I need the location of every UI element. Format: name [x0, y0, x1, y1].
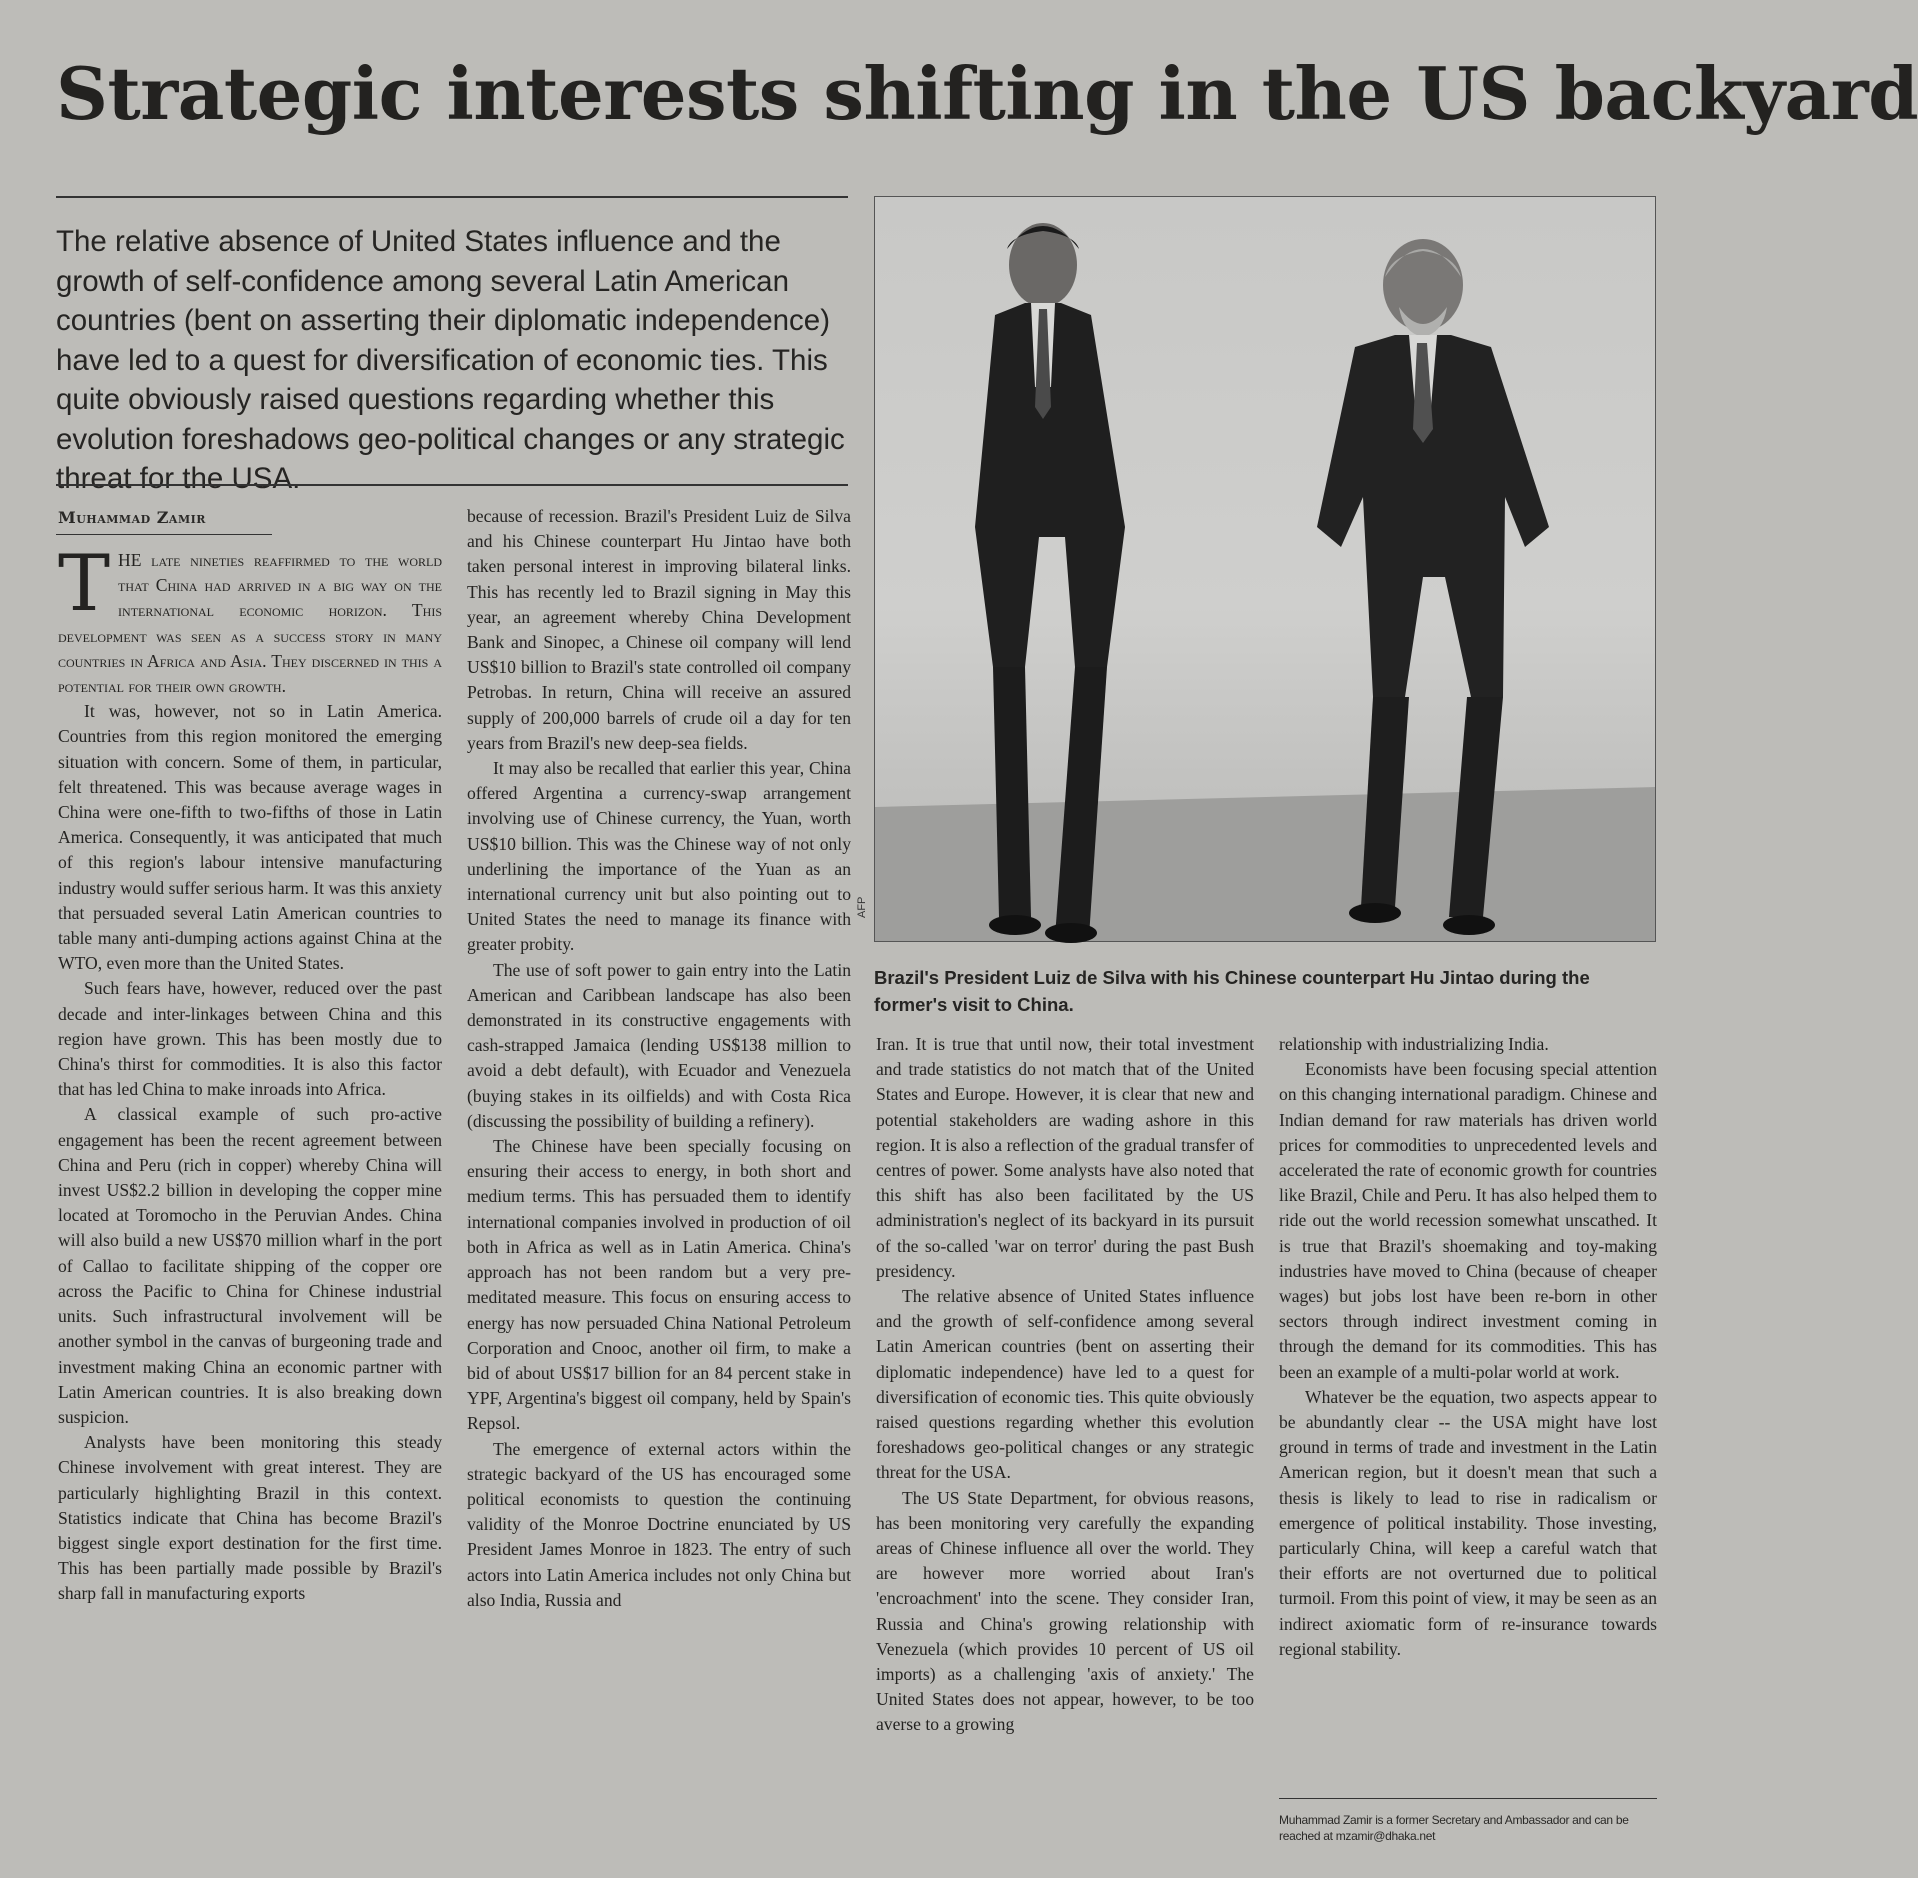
column-4 — [1279, 1032, 1657, 1662]
left-figure-shoe-right — [1045, 923, 1097, 943]
right-figure-head — [1383, 239, 1463, 331]
col1-text-1: HE late nineties reaffirmed to the world that China had arrived in a big way on the international economic horizon. This development was seen as a success story in many countries in Africa and Asia. They discerned in this a potential for their own growth. — [58, 550, 442, 697]
col2-para-1: because of recession. Brazil's President Luiz de Silva and his Chinese counterpart Hu Jintao have both taken personal interest in improving bilateral links. This has recently led to Brazil signing in May this year, an agreement whereby China Development Bank and Sinopec, a Chinese oil company will lend US$10 billion to Brazil's state controlled oil company Petrobas. In return, China will receive an assured supply of 200,000 barrels of crude oil a day for ten years from Brazil's new deep-sea fields. — [467, 506, 851, 753]
col1-para-5: Analysts have been monitoring this steady Chinese involvement with great interest. They are particularly highlighting Brazil in this context. Statistics indicate that China has become Brazil's biggest single export destination for the first time. This has been partially made possible by Brazil's sharp fall in manufacturing exports — [58, 1432, 442, 1604]
col4-para-1: relationship with industrializing India. — [1279, 1034, 1549, 1054]
photo-credit: AFP — [856, 896, 868, 918]
byline: Muhammad Zamir — [58, 508, 206, 527]
right-figure-shoe-left — [1349, 903, 1401, 923]
photo-illustration — [875, 197, 1655, 941]
deck: The relative absence of United States influence and the growth of self-confidence among several Latin American countries (bent on asserting their diplomatic independence) have led to a quest for diversification of economic ties. This quite obviously raised questions regarding whether this evolution foreshadows geo-political changes or any strategic threat for the USA. — [56, 225, 845, 495]
left-figure-shoe-left — [989, 915, 1041, 935]
col2-para-2: It may also be recalled that earlier this year, China offered Argentina a currency-swap arrangement involving use of Chinese currency, the Yuan, worth US$10 billion. This was the Chinese way of not only underlining the importance of the Yuan as an international currency unit but also pointing out to United States the need to manage its finance with greater probity. — [467, 758, 851, 955]
bio-rule — [1279, 1798, 1657, 1799]
left-figure-leg-left — [993, 667, 1031, 917]
headline: Strategic interests shifting in the US backyard — [56, 51, 1918, 136]
col4-para-3: Whatever be the equation, two aspects appear to be abundantly clear -- the USA might have lost ground in terms of trade and investment in the Latin American region, but it doesn't mean that such a thesis is likely to lead to rise in radicalism or emergence of political instability. Those investing, particularly China, will keep a careful watch that their efforts are not overturned due to political turmoil. From this point of view, it may be seen as an indirect axiomatic form of re-insurance towards regional stability. — [1279, 1386, 1657, 1659]
col4-para-2: Economists have been focusing special attention on this changing international paradigm. Chinese and Indian demand for raw materials has driven world prices for commodities to unprecedented levels and accelerated the rate of economic growth for countries like Brazil, Chile and Peru. It has also helped them to ride out the world recession somewhat unscathed. It is true that Brazil's shoemaking and toy-making industries have moved to China (because of cheaper wages) but jobs lost have been re-born in other sectors through indirect investment coming in through the demand for its commodities. This has been an example of a multi-polar world at work. — [1279, 1059, 1657, 1382]
byline-rule — [56, 534, 272, 535]
column-3 — [876, 1032, 1254, 1738]
column-2 — [467, 504, 851, 1613]
col1-para-2: It was, however, not so in Latin America. Countries from this region monitored the emerging situation with concern. Some of them, in particular, felt threatened. This was because average wages in China were one-fifth to two-fifths of those in Latin America. Consequently, it was anticipated that much of this region's labour intensive manufacturing industry would suffer serious harm. It was this anxiety that persuaded several Latin American countries to table many anti-dumping actions against China at the WTO, even more than the United States. — [58, 701, 442, 974]
col2-para-4: The Chinese have been specially focusing on ensuring their access to energy, in both short and medium terms. This has persuaded them to identify international companies involved in production of oil both in Africa as well as in Latin America. China's approach has not been random but a very pre-meditated measure. This focus on ensuring access to energy has now persuaded China National Petroleum Corporation and Cnooc, another oil firm, to make a bid of about US$17 billion for an 84 percent stake in YPF, Argentina's biggest oil company, held by Spain's Repsol. — [467, 1136, 851, 1434]
right-figure-shoe-right — [1443, 915, 1495, 935]
deck-bottom-rule — [56, 484, 848, 486]
article-photo — [874, 196, 1656, 942]
carpet-shape — [875, 787, 1655, 941]
col2-para-3: The use of soft power to gain entry into the Latin American and Caribbean landscape has also been demonstrated in its constructive engagements with cash-strapped Jamaica (lending US$138 million to avoid a debt default), with Ecuador and Venezuela (buying stakes in its oilfields) and with Costa Rica (discussing the possibility of building a refinery). — [467, 959, 851, 1131]
col1-para-1 — [58, 539, 442, 699]
col3-para-3: The US State Department, for obvious reasons, has been monitoring very carefully the expanding areas of Chinese influence all over the world. They are however more worried about Iran's 'encroachment' into the scene. They consider Iran, Russia and China's growing relationship with Venezuela (which provides 10 percent of US oil imports) as a challenging 'axis of anxiety.' The United States does not appear, however, to be too averse to a growing — [876, 1487, 1254, 1735]
col3-para-1: Iran. It is true that until now, their total investment and trade statistics do not match that of the United States and Europe. However, it is clear that new and potential stakeholders are wading ashore in this region. It is also a reflection of the gradual transfer of centres of power. Some analysts have also noted that this shift has also been facilitated by the US administration's neglect of its backyard in its pursuit of the so-called 'war on terror' during the past Bush presidency. — [876, 1034, 1254, 1281]
drop-cap: T — [58, 539, 111, 629]
col3-para-2: The relative absence of United States influence and the growth of self-confidence among several Latin American countries (bent on asserting their diplomatic independence) have led to a quest for diversification of economic ties. This quite obviously raised questions regarding whether this evolution foreshadows geo-political changes or any strategic threat for the USA. — [876, 1286, 1254, 1483]
column-1 — [58, 539, 442, 1607]
left-figure-head — [1009, 223, 1077, 307]
col1-para-3: Such fears have, however, reduced over the past decade and inter-linkages between China and this region have grown. This has been mostly due to China's thirst for commodities. It is also this factor that has led China to make inroads into Africa. — [58, 978, 442, 1100]
right-figure-suit — [1317, 335, 1549, 697]
col1-para-4: A classical example of such pro-active engagement has been the recent agreement between China and Peru (rich in copper) whereby China will invest US$2.2 billion in developing the copper mine located at Toromocho in the Peruvian Andes. China will also build a new US$70 million wharf in the port of Callao to facilitate shipping of the copper ore across the Pacific to China for Chinese industrial units. Such infrastructural involvement will be another symbol in the canvas of burgeoning trade and investment making China an economic partner with Latin American countries. It is also breaking down suspicion. — [58, 1104, 442, 1427]
author-bio: Muhammad Zamir is a former Secretary and Ambassador and can be reached at mzamir@dhaka.net — [1279, 1813, 1629, 1843]
col2-para-5: The emergence of external actors within the strategic backyard of the US has encouraged some political economists to question the continuing validity of the Monroe Doctrine enunciated by US President James Monroe in 1823. The entry of such actors into Latin America includes not only China but also India, Russia and — [467, 1438, 851, 1610]
photo-caption: Brazil's President Luiz de Silva with his Chinese counterpart Hu Jintao during the former's visit to China. — [874, 967, 1590, 1015]
deck-top-rule — [56, 196, 848, 198]
